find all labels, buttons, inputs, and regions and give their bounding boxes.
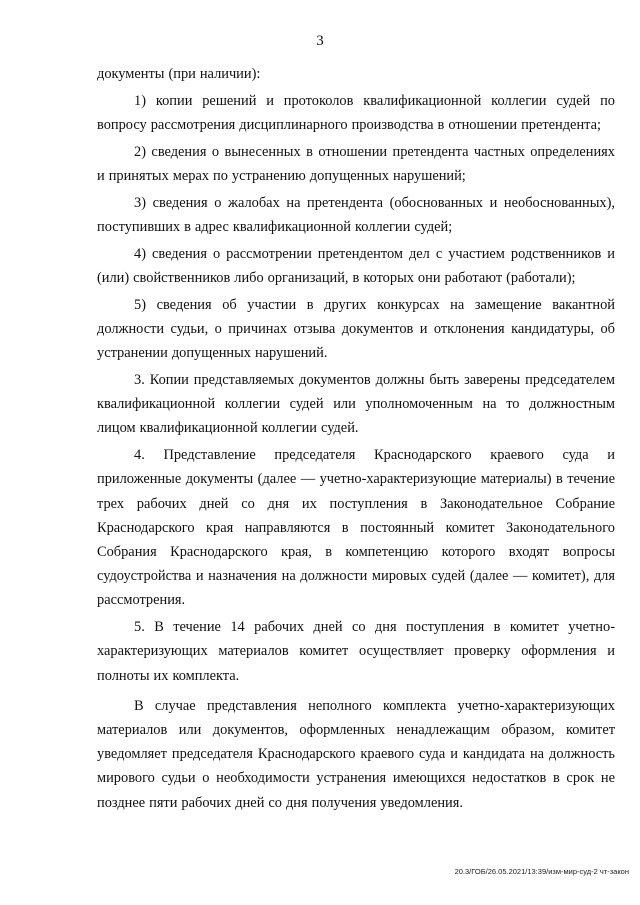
paragraph-clause-3: 3. Копии представляемых документов должны быть заверены председателем квалификационной коллегии судей или уполномоченным на то должностным лицом квалификационной коллегии судей. bbox=[97, 372, 615, 437]
paragraph-clause-5: 5. В течение 14 рабочих дней со дня поступления в комитет учетно-характеризующих материалов комитет осуществляет проверку оформления и полноты их комплекта. bbox=[97, 619, 615, 684]
paragraph-item-4: 4) сведения о рассмотрении претендентом дел с участием родственников и (или) свойственников либо организаций, в которых они работают (работали); bbox=[97, 245, 615, 286]
paragraph-incomplete-set: В случае представления неполного комплекта учетно-характеризующих материалов или документов, оформленных ненадлежащим образом, комитет уведомляет председателя Краснодарского краевого суда и кандидата на должность мирового судьи о необходимости устранения имеющихся недостатков в срок не позднее пяти рабочих дней со дня получения уведомления. bbox=[97, 697, 615, 811]
paragraph-item-2: 2) сведения о вынесенных в отношении претендента частных определениях и принятых мерах по устранению допущенных нарушений; bbox=[97, 143, 615, 184]
paragraph-item-3: 3) сведения о жалобах на претендента (обоснованных и необоснованных), поступивших в адрес квалификационной коллегии судей; bbox=[97, 194, 615, 235]
paragraph-item-5: 5) сведения об участии в других конкурсах на замещение вакантной должности судьи, о причинах отзыва документов и отклонения кандидатуры, об устранении допущенных нарушений. bbox=[97, 296, 615, 362]
paragraph-intro: документы (при наличии): bbox=[97, 66, 261, 82]
paragraph-clause-4: 4. Представление председателя Краснодарского краевого суда и приложенные документы (далее — учетно-характеризующие материалы) в течение трех рабочих дней со дня их поступления в Законодательное Собрание Краснодарского края направляются в постоянный комитет Законодательного Собрания Краснодарского края, в компетенцию которого входят вопросы судоустройства и назначения на должности мировых судей (далее — комитет), для рассмотрения. bbox=[97, 447, 615, 609]
document-footer-code: 20.3/ГОБ/26.05.2021/13:39/изм-мир-суд-2 чт-закон bbox=[454, 867, 629, 876]
document-body bbox=[97, 62, 615, 817]
paragraph-item-1: 1) копии решений и протоколов квалификационной коллегии судей по вопросу рассмотрения дисциплинарного производства в отношении претендента; bbox=[97, 92, 615, 133]
page-number: 3 bbox=[316, 33, 324, 49]
